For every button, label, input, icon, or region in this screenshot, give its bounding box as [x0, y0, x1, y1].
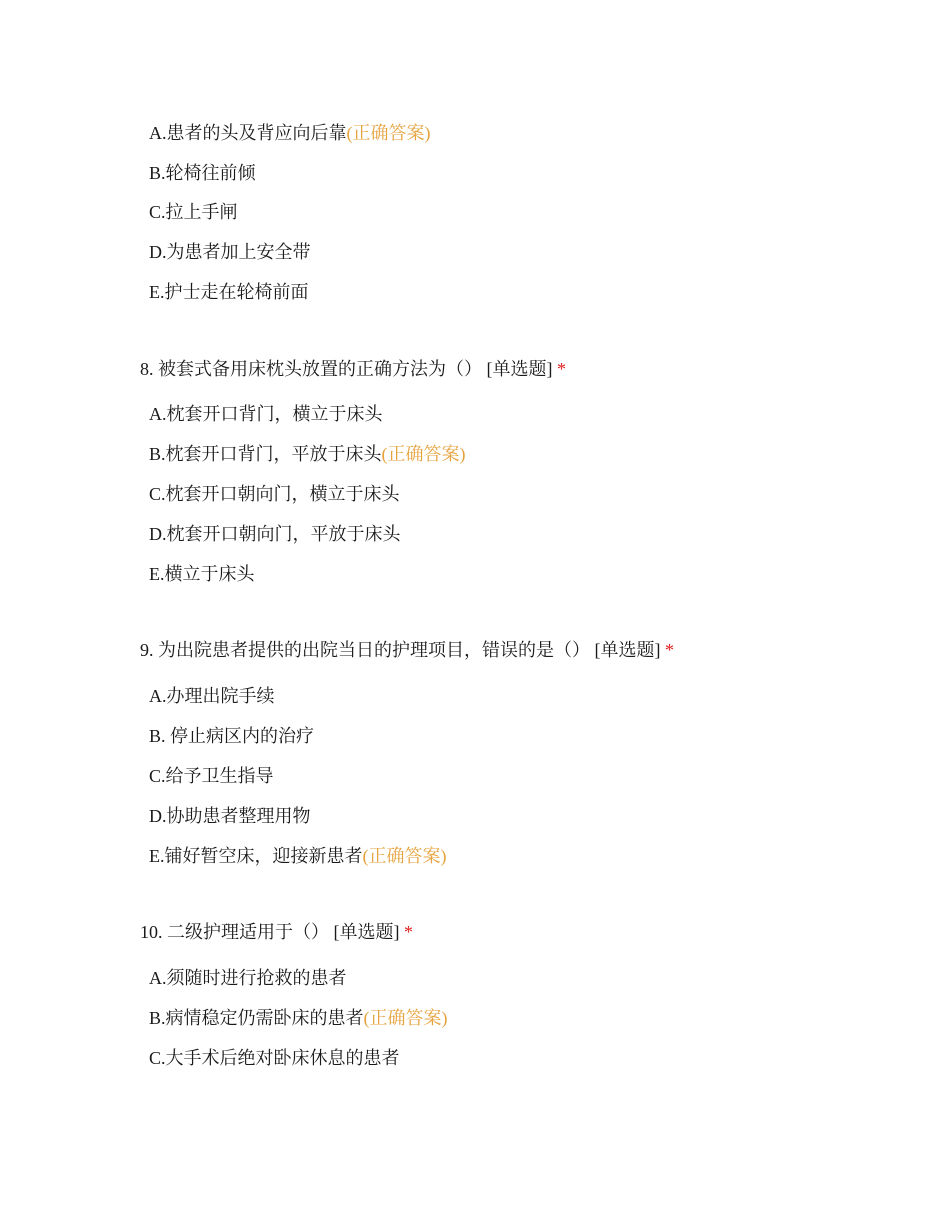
- q9-option-c: [149, 764, 274, 788]
- question-text: 9. 为出院患者提供的出院当日的护理项目，错误的是（）: [140, 640, 590, 660]
- question-type: [单选题]: [333, 922, 400, 942]
- q9-option-b: [149, 724, 314, 748]
- option-text: B.轮椅往前倾: [149, 163, 256, 183]
- q9-title: [140, 638, 674, 662]
- q10-title: [140, 920, 413, 944]
- question-text: 10. 二级护理适用于（）: [140, 922, 329, 942]
- question-text: 8. 被套式备用床枕头放置的正确方法为（）: [140, 359, 482, 379]
- q9-option-d: [149, 804, 311, 828]
- correct-answer-marker: (正确答案): [346, 123, 431, 143]
- option-text: E.铺好暂空床，迎接新患者: [149, 846, 363, 866]
- q9-option-a: [149, 684, 275, 708]
- option-text: A.办理出院手续: [149, 686, 275, 706]
- q8-option-e: [149, 562, 255, 586]
- correct-answer-marker: (正确答案): [362, 846, 447, 866]
- q7-option-d: [149, 240, 311, 264]
- q7-option-b: [149, 161, 256, 185]
- question-type: [单选题]: [594, 640, 661, 660]
- q10-option-c: [149, 1046, 400, 1070]
- required-marker: *: [557, 359, 566, 379]
- option-text: D.协助患者整理用物: [149, 806, 311, 826]
- option-text: B.病情稳定仍需卧床的患者: [149, 1008, 364, 1028]
- q9-option-e: [149, 844, 447, 868]
- option-text: A.患者的头及背应向后靠: [149, 123, 347, 143]
- q8-option-b: [149, 442, 466, 466]
- correct-answer-marker: (正确答案): [381, 444, 466, 464]
- q8-option-c: [149, 482, 400, 506]
- option-text: D.为患者加上安全带: [149, 242, 311, 262]
- option-text: C.拉上手闸: [149, 202, 238, 222]
- q8-option-d: [149, 522, 401, 546]
- option-text: C.大手术后绝对卧床休息的患者: [149, 1048, 400, 1068]
- option-text: E.护士走在轮椅前面: [149, 282, 309, 302]
- option-text: D.枕套开口朝向门，平放于床头: [149, 524, 401, 544]
- q8-option-a: [149, 402, 383, 426]
- q8-title: [140, 357, 566, 381]
- option-text: A.枕套开口背门，横立于床头: [149, 404, 383, 424]
- option-text: C.枕套开口朝向门，横立于床头: [149, 484, 400, 504]
- q10-option-b: [149, 1006, 448, 1030]
- question-type: [单选题]: [486, 359, 553, 379]
- option-text: A.须随时进行抢救的患者: [149, 968, 347, 988]
- correct-answer-marker: (正确答案): [363, 1008, 448, 1028]
- q7-option-a: [149, 121, 431, 145]
- option-text: B. 停止病区内的治疗: [149, 726, 315, 746]
- required-marker: *: [665, 640, 674, 660]
- option-text: B.枕套开口背门，平放于床头: [149, 444, 382, 464]
- q7-option-e: [149, 280, 309, 304]
- required-marker: *: [404, 922, 413, 942]
- q7-option-c: [149, 200, 238, 224]
- option-text: C.给予卫生指导: [149, 766, 274, 786]
- option-text: E.横立于床头: [149, 564, 255, 584]
- q10-option-a: [149, 966, 347, 990]
